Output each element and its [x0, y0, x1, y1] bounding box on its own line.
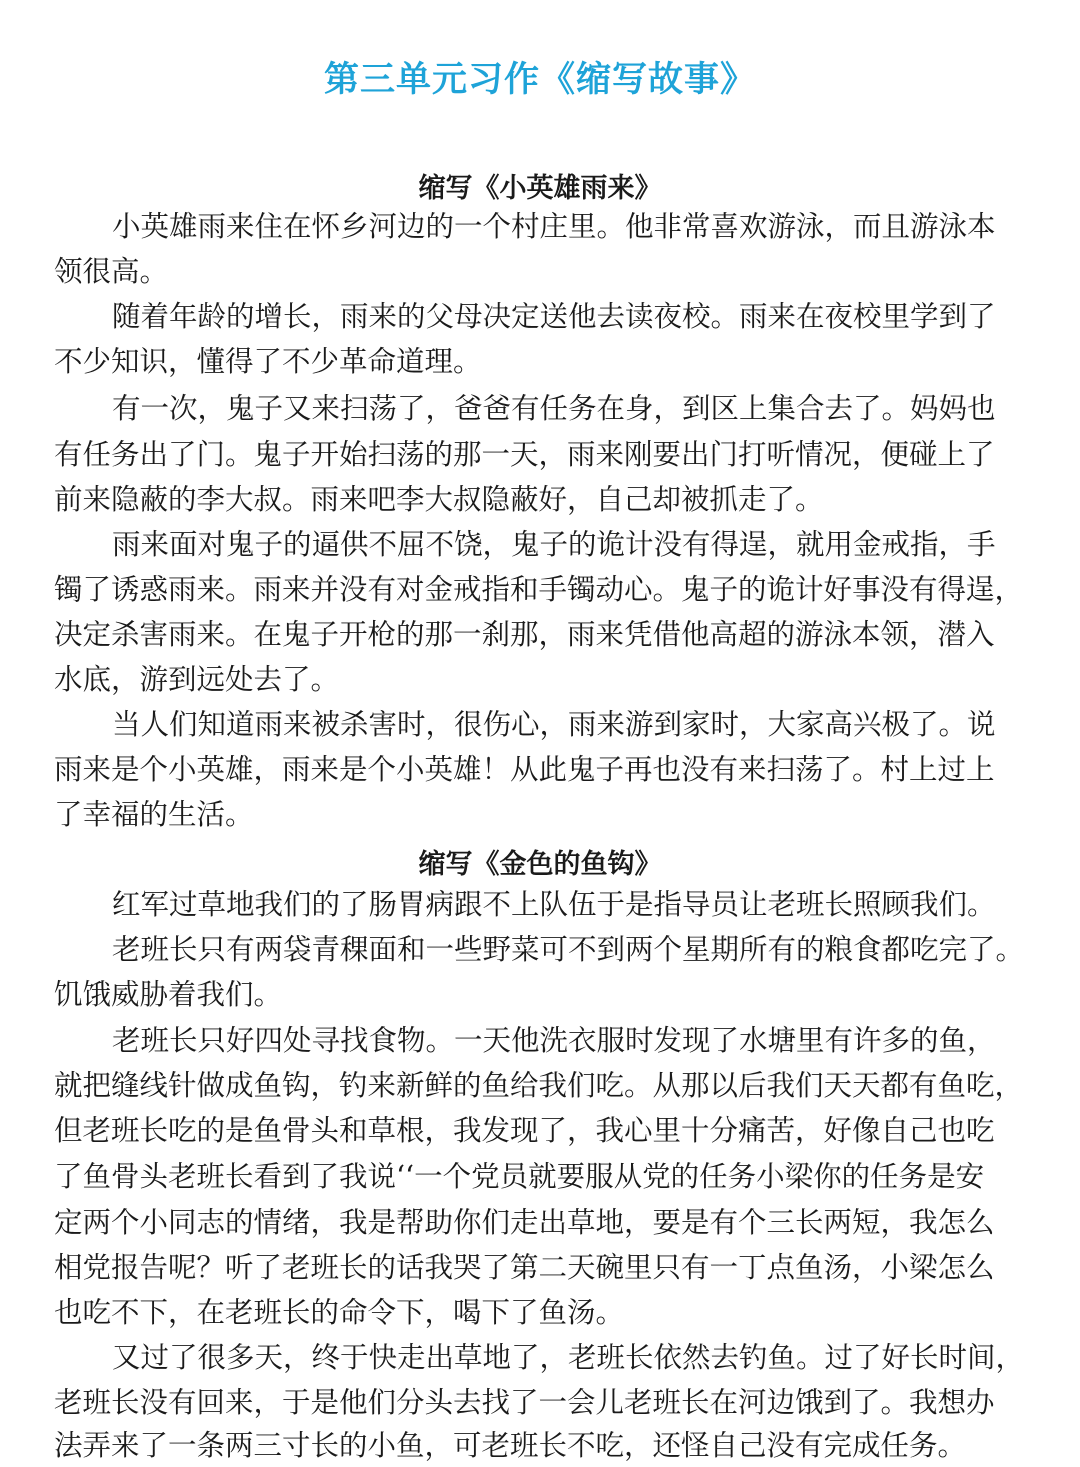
paragraph-line: 但老班长吃的是鱼骨头和草根，我发现了，我心里十分痛苦，好像自己也吃 [54, 1114, 995, 1147]
paragraph-line: 前来隐蔽的李大叔。雨来吧李大叔隐蔽好，自己却被抓走了。 [54, 483, 824, 516]
paragraph-line: 不少知识，懂得了不少革命道理。 [54, 345, 482, 378]
paragraph-line: 定两个小同志的情绪，我是帮助你们走出草地，要是有个三长两短，我怎么 [54, 1206, 995, 1239]
paragraph-line: 也吃不下，在老班长的命令下，喝下了鱼汤。 [54, 1296, 625, 1329]
paragraph-line: 水底，游到远处去了。 [54, 663, 340, 696]
paragraph-line: 雨来是个小英雄，雨来是个小英雄！从此鬼子再也没有来扫荡了。村上过上 [54, 753, 995, 786]
paragraph-line: 老班长没有回来，于是他们分头去找了一会儿老班长在河边饿到了。我想办 [54, 1386, 995, 1419]
paragraph-line: 老班长只有两袋青稞面和一些野菜可不到两个星期所有的粮食都吃完了。 [112, 933, 1025, 966]
paragraph-line: 有一次，鬼子又来扫荡了，爸爸有任务在身，到区上集合去了。妈妈也 [112, 392, 996, 425]
paragraph-line: 老班长只好四处寻找食物。一天他洗衣服时发现了水塘里有许多的鱼， [112, 1024, 996, 1057]
paragraph-line: 随着年龄的增长，雨来的父母决定送他去读夜校。雨来在夜校里学到了 [112, 300, 996, 333]
paragraph-line: 相党报告呢？听了老班长的话我哭了第二天碗里只有一丁点鱼汤，小梁怎么 [54, 1251, 995, 1284]
paragraph-line: 饥饿威胁着我们。 [54, 978, 283, 1011]
paragraph-line: 领很高。 [54, 255, 169, 288]
paragraph-line: 当人们知道雨来被杀害时，很伤心，雨来游到家时，大家高兴极了。说 [112, 708, 996, 741]
paragraph-line: 小英雄雨来住在怀乡河边的一个村庄里。他非常喜欢游泳，而且游泳本 [112, 210, 996, 243]
paragraph-line: 就把缝线针做成鱼钩，钓来新鲜的鱼给我们吃。从那以后我们天天都有鱼吃， [54, 1069, 1024, 1102]
section-heading-yulai: 缩写《小英雄雨来》 [418, 173, 662, 204]
paragraph-line: 红军过草地我们的了肠胃病跟不上队伍于是指导员让老班长照顾我们。 [112, 888, 996, 921]
paragraph-line: 镯了诱惑雨来。雨来并没有对金戒指和手镯动心。鬼子的诡计好事没有得逞， [54, 573, 1024, 606]
paragraph-line: 雨来面对鬼子的逼供不屈不饶，鬼子的诡计没有得逞，就用金戒指，手 [112, 528, 996, 561]
paragraph-line: 了幸福的生活。 [54, 798, 254, 831]
paragraph-line: 法弄来了一条两三寸长的小鱼，可老班长不吃，还怪自己没有完成任务。 [54, 1429, 967, 1462]
paragraph-line: 有任务出了门。鬼子开始扫荡的那一天，雨来刚要出门打听情况，便碰上了 [54, 438, 995, 471]
paragraph-line: 决定杀害雨来。在鬼子开枪的那一刹那，雨来凭借他高超的游泳本领，潜入 [54, 618, 995, 651]
paragraph-line: 又过了很多天，终于快走出草地了，老班长依然去钓鱼。过了好长时间， [112, 1341, 1025, 1374]
page-title: 第三单元习作《缩写故事》 [323, 60, 756, 100]
paragraph-line: 了鱼骨头老班长看到了我说‘‘一个党员就要服从党的任务小梁你的任务是安 [54, 1160, 985, 1193]
section-heading-golden-hook: 缩写《金色的鱼钩》 [418, 849, 662, 880]
